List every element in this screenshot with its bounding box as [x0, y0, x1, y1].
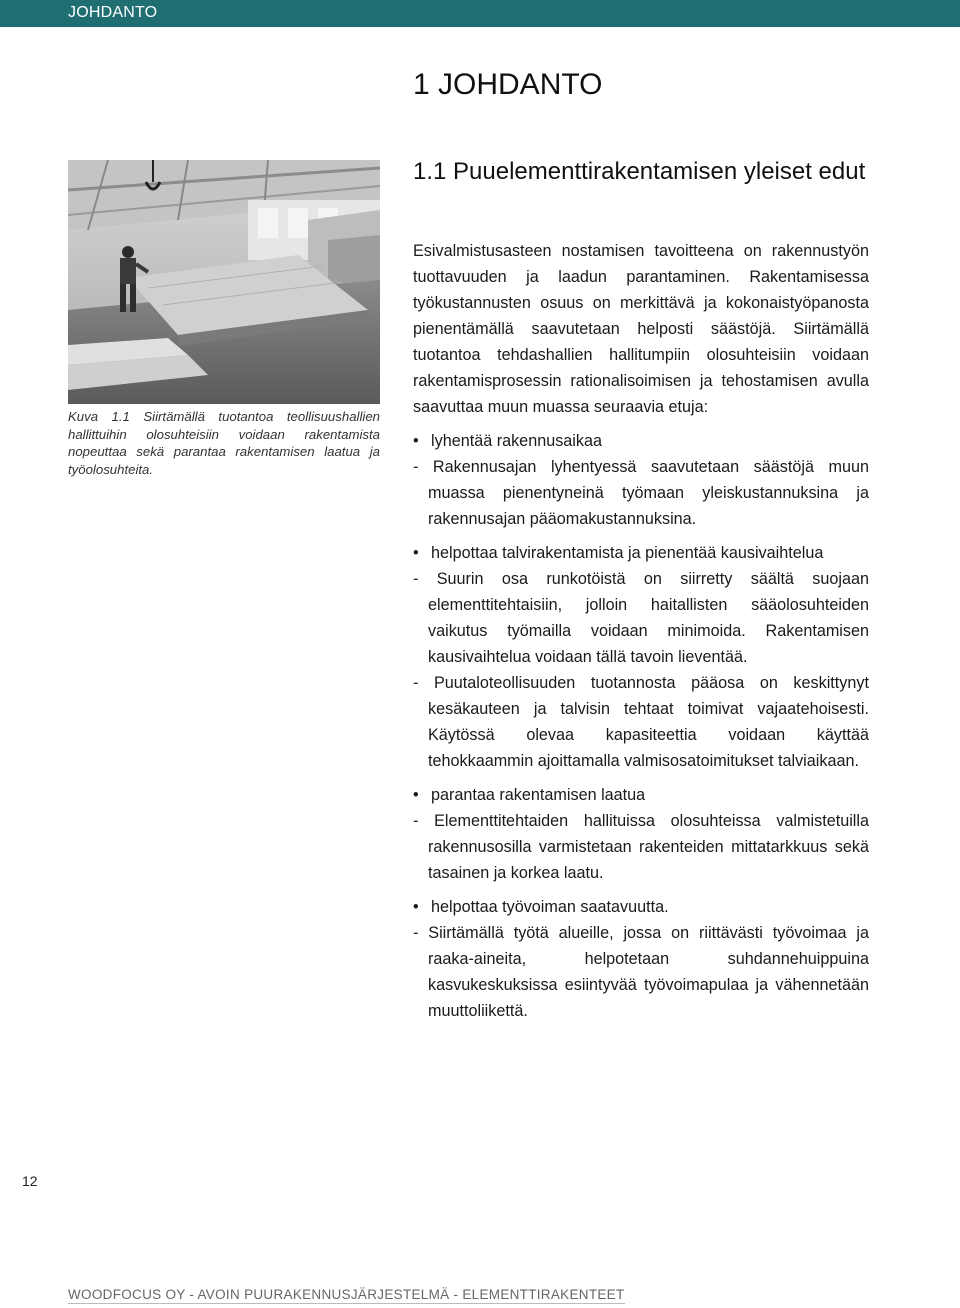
- bullet-symbol: •: [413, 898, 419, 916]
- factory-photo: [68, 160, 380, 404]
- body-text: [413, 238, 869, 1024]
- list-item: [413, 540, 869, 566]
- sub-item: - Puutaloteollisuuden tuotannosta pääosa on keskittynyt kesäkauteen ja talvisin tehtaat toimivat vajaatehoisesti. Käytössä olevaa kapasiteettia voidaan käyttää tehokkaammin ajoittamalla valmisosatoimitukset talviaikaan.: [413, 674, 869, 770]
- list-item: [413, 428, 869, 454]
- running-header-bar: [0, 0, 960, 27]
- bullet-text: parantaa rakentamisen laatua: [431, 786, 646, 804]
- sub-item: - Siirtämällä työtä alueille, jossa on riittävästi työvoimaa ja raaka-aineita, helpotetaan suhdannehuippuina kasvukeskuksissa esiintyvää työvoimapulaa ja vähennetään muuttoliikettä.: [413, 924, 869, 1020]
- bullet-text: lyhentää rakennusaikaa: [431, 432, 602, 450]
- list-item: [413, 782, 869, 808]
- page-number: 12: [22, 1173, 38, 1189]
- sub-item: - Rakennusajan lyhentyessä saavutetaan säästöjä muun muassa pienentyneinä työmaan yleiskustannuksina ja rakennusajan pääomakustannuksina.: [413, 458, 869, 528]
- list-item: [413, 894, 869, 920]
- bullet-symbol: •: [413, 544, 419, 562]
- running-header-label: JOHDANTO: [68, 4, 158, 21]
- figure-caption: Kuva 1.1 Siirtämällä tuotantoa teollisuushallien hallittuihin olosuhteisiin voidaan rakentamista nopeuttaa sekä parantaa rakentamisen laatua ja työolosuhteita.: [68, 409, 380, 477]
- sub-item: - Suurin osa runkotöistä on siirretty säältä suojaan elementtitehtaisiin, jolloin haitallisten sääolosuhteiden vaikutus työmailla voidaan minimoida. Rakentamisen kausivaihtelua voidaan tällä tavoin lieventää.: [413, 570, 869, 666]
- bullet-symbol: •: [413, 786, 419, 804]
- intro-paragraph: Esivalmistusasteen nostamisen tavoitteena on rakennustyön tuottavuuden ja laadun parantaminen. Rakentamisessa työkustannusten osuus on merkittävä ja kokonaistyöpanosta pienentämällä saavutetaan helposti säästöjä. Siirtämällä tuotantoa tehdashallien hallitumpiin olosuhteisiin voidaan rakentamisprosessin rationalisoimisen ja tehostamisen avulla saavuttaa muun muassa seuraavia etuja:: [413, 242, 869, 416]
- bullet-text: helpottaa työvoiman saatavuutta.: [431, 898, 669, 916]
- section-title: 1.1 Puuelementtirakentamisen yleiset edut: [413, 158, 866, 185]
- chapter-title: 1 JOHDANTO: [413, 68, 603, 101]
- bullet-symbol: •: [413, 432, 419, 450]
- sub-item: - Elementtitehtaiden hallituissa olosuhteissa valmistetuilla rakennusosilla varmistetaan rakenteiden mittatarkkuus sekä tasainen ja korkea laatu.: [413, 812, 869, 882]
- footer-text: WOODFOCUS OY - AVOIN PUURAKENNUSJÄRJESTELMÄ - ELEMENTTIRAKENTEET: [68, 1287, 625, 1302]
- bullet-text: helpottaa talvirakentamista ja pienentää kausivaihtelua: [431, 544, 824, 562]
